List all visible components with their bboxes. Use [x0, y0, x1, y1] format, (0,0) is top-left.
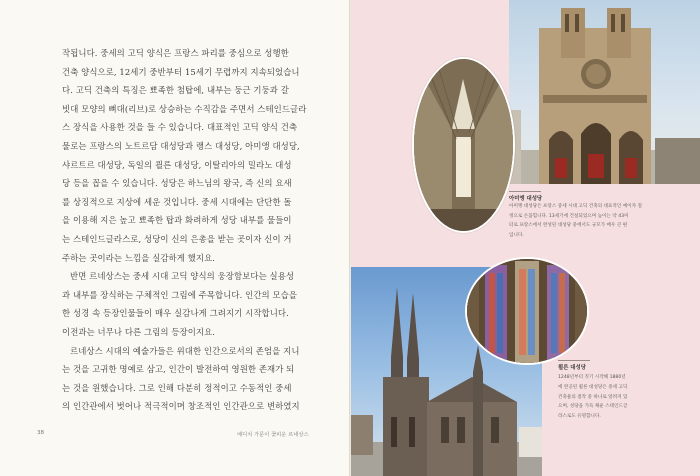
paragraph-3 — [62, 342, 314, 416]
text-line: 반면 르네상스는 중세 시대 고딕 양식의 웅장함보다는 실용성 — [70, 271, 295, 282]
text-line: 는 스테인드글라스로, 성당이 신의 은총을 받는 곳이자 신이 거 — [62, 233, 292, 244]
cologne-caption-title: 쾰른 대성당 — [558, 365, 586, 371]
amiens-cathedral-photo — [509, 0, 700, 184]
text-line: 르네상스 시대의 예술가들은 위대한 인간으로서의 존엄을 지니 — [70, 345, 300, 356]
text-line: 건축 양식으로, 12세기 중반부터 15세기 무렵까지 지속되었습니 — [62, 66, 300, 77]
amiens-interior-photo — [412, 57, 515, 233]
text-line: 작됩니다. 중세의 고딕 양식은 프랑스 파리를 중심으로 성행한 — [62, 48, 289, 58]
text-line: 샤르트르 대성당, 독일의 쾰른 대성당, 이탈리아의 밀라노 대성 — [62, 159, 292, 170]
stained-glass-illustration — [467, 259, 587, 363]
text-line: 한 성경 속 등장인물들이 매우 실감나게 그려지기 시작합니다. — [62, 308, 289, 319]
text-line: 주하는 곳이라는 느낌을 실감하게 했지요. — [62, 252, 216, 263]
running-footer: 예디치 가문이 꽃피운 르네상스 — [237, 432, 309, 438]
paragraph-1 — [62, 44, 314, 267]
caption-line: 건축물의 걸작 중 하나로 알려져 있 — [558, 394, 628, 400]
text-line: 의 인간관에서 벗어나 적극적이며 창조적인 인간관으로 변하였지 — [62, 401, 300, 412]
caption-line: 라스로도 유명합니다. — [558, 414, 601, 420]
text-line: 를 상징적으로 지상에 세운 것입니다. 중세 시대에는 단단한 돌 — [62, 196, 292, 207]
text-line: 물로는 프랑스의 노트르담 대성당과 랭스 대성당, 아미앵 대성당, — [62, 140, 300, 151]
text-line: 을 이용해 지은 높고 뾰족한 탑과 화려하게 성당 내부를 물들이 — [62, 215, 292, 226]
body-text — [62, 44, 314, 416]
caption-line: 에 완공된 쾰른 대성당은 중세 고딕 — [558, 384, 628, 390]
text-line: 는 것을 고귀한 명예로 삼고, 인간이 발전하여 영원한 존재가 되 — [62, 364, 295, 375]
caption-line: 터로 프랑스에서 완성된 대성당 중에서도 규모가 매우 큰 편 — [509, 223, 628, 229]
caption-line: 1248년부터 짓기 시작해 1880년 — [558, 375, 626, 380]
text-line: 이전과는 너무나 다른 그림의 등장이지요. — [62, 326, 216, 337]
caption-line: 아미앵 대성당은 프랑스 중세 시대 고딕 건축의 대표적인 예이자 절 — [509, 204, 642, 209]
text-line: 빗대 모양의 뼈대(리브)로 상승하는 수직감을 주면서 스테인드글라 — [62, 103, 307, 114]
amiens-caption-title: 아미앵 대성당 — [509, 196, 543, 202]
text-line: 는 것을 원했습니다. 그로 인해 다분히 정적이고 수동적인 중세 — [62, 382, 292, 393]
nave-illustration — [414, 59, 513, 231]
paragraph-2 — [62, 267, 314, 341]
text-line: 다. 고딕 건축의 특징은 뾰족한 첨탑에, 내부는 둥근 기둥과 갈 — [62, 85, 289, 96]
cologne-caption-text — [558, 373, 638, 422]
right-page — [351, 0, 700, 476]
caption-rule — [558, 360, 590, 361]
amiens-caption-text — [509, 202, 689, 240]
caption-rule — [509, 191, 541, 192]
caption-line: 입니다. — [509, 232, 524, 238]
stained-glass-photo — [465, 257, 589, 365]
text-line: 과 내부를 장식하는 구체적인 그림에 주목합니다. 인간의 모습을 — [62, 289, 298, 300]
text-line: 스 장식을 사용한 것을 들 수 있습니다. 대표적인 고딕 양식 건축 — [62, 122, 298, 133]
caption-line: 정으로 손꼽힙니다. 13세기에 건설되었으며 높이는 약 43미 — [509, 213, 629, 219]
text-line: 당 등을 꼽을 수 있습니다. 성당은 하느님의 왕국, 즉 신의 요새 — [62, 178, 292, 189]
page-number: 38 — [37, 430, 44, 436]
amiens-facade-illustration — [509, 0, 700, 184]
caption-line: 으며, 성당을 가득 채운 스테인드글 — [558, 404, 628, 410]
left-page — [0, 0, 349, 476]
